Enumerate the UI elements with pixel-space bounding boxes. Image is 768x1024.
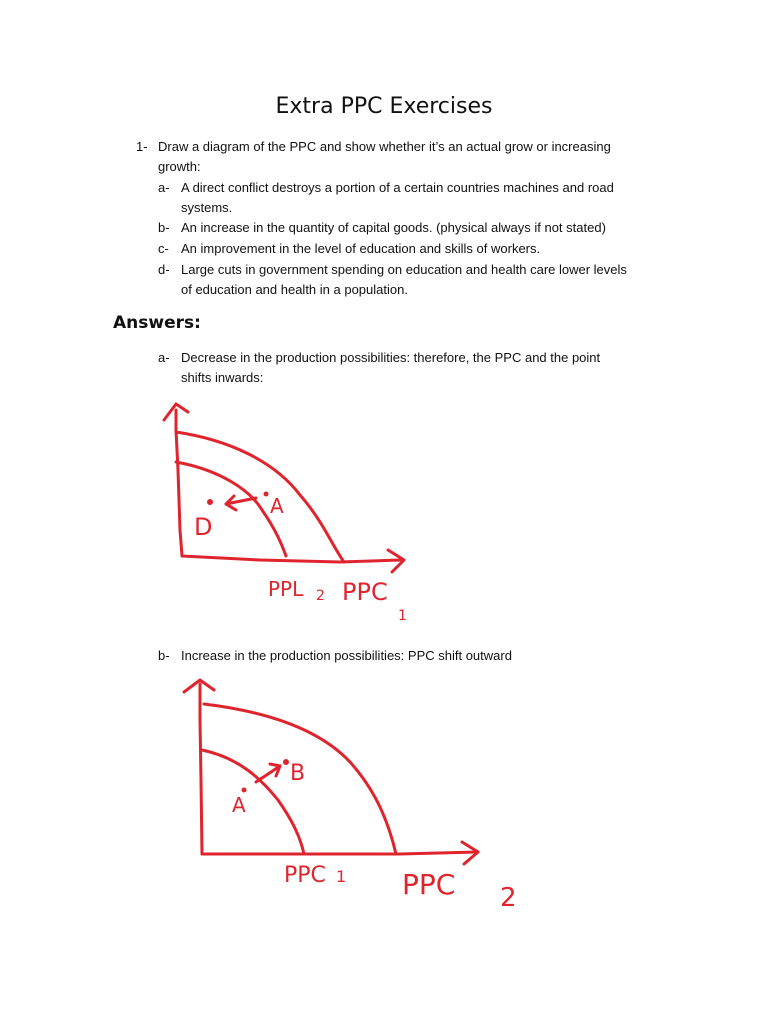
sketch-a-label-point-new: D: [194, 513, 213, 541]
answer-b-line1: Increase in the production possibilities: PPC shift outward: [181, 648, 512, 663]
item-d-line2: of education and health in a population.: [181, 282, 408, 297]
answer-a-line2: shifts inwards:: [181, 370, 264, 385]
sketch-b-x-axis: [202, 852, 478, 854]
question-text-line1: Draw a diagram of the PPC and show whether it’s an actual grow or increasing: [158, 139, 611, 154]
answer-b-marker: b-: [158, 648, 170, 663]
sketch-b-inner-curve: [202, 750, 304, 854]
sketch-a-point-old: [264, 492, 269, 497]
sketch-b-label-inner-curve: PPC: [284, 863, 326, 888]
sketch-b-label-point-old: A: [232, 793, 246, 817]
sketch-a-label-inner-curve-sub: 2: [316, 588, 325, 604]
sketch-a-label-outer-curve: PPC: [342, 578, 388, 606]
sketch-b-label-point-new: B: [290, 761, 306, 786]
sketch-b-label-inner-curve-sub: 1: [336, 867, 347, 886]
item-d-marker: d-: [158, 262, 170, 277]
item-a-marker: a-: [158, 180, 170, 195]
item-b-marker: b-: [158, 220, 170, 235]
sketch-a: [164, 404, 407, 624]
sketch-b-label-outer-curve: PPC: [402, 868, 456, 901]
sketch-b: [184, 680, 517, 913]
question-number: 1-: [136, 139, 148, 154]
sketch-a-label-point-old: A: [270, 494, 284, 518]
sketch-a-x-axis: [182, 556, 400, 562]
page-title: Extra PPC Exercises: [275, 94, 493, 119]
answer-a-marker: a-: [158, 350, 170, 365]
sketch-b-point-new: [283, 759, 289, 765]
question-text-line2: growth:: [158, 159, 201, 174]
item-c-line1: An improvement in the level of education and skills of workers.: [181, 241, 541, 256]
sketch-b-label-outer-curve-sub: 2: [500, 883, 517, 913]
sketch-b-y-axis: [200, 684, 202, 854]
sketch-b-point-old: [242, 788, 247, 793]
answer-a-line1: Decrease in the production possibilities: therefore, the PPC and the point: [181, 350, 601, 365]
item-d-line1: Large cuts in government spending on education and health care lower levels: [181, 262, 627, 277]
sketch-a-point-new: [207, 499, 213, 505]
item-c-marker: c-: [158, 241, 169, 256]
item-a-line2: systems.: [181, 200, 233, 215]
item-a-line1: A direct conflict destroys a portion of a certain countries machines and road: [181, 180, 614, 195]
sketch-a-outer-curve: [176, 432, 344, 562]
item-b-line1: An increase in the quantity of capital goods. (physical always if not stated): [181, 220, 606, 235]
sketch-a-label-inner-curve: PPL: [268, 577, 304, 601]
sketch-a-label-outer-curve-sub: 1: [398, 608, 407, 624]
answers-heading: Answers:: [113, 313, 201, 333]
